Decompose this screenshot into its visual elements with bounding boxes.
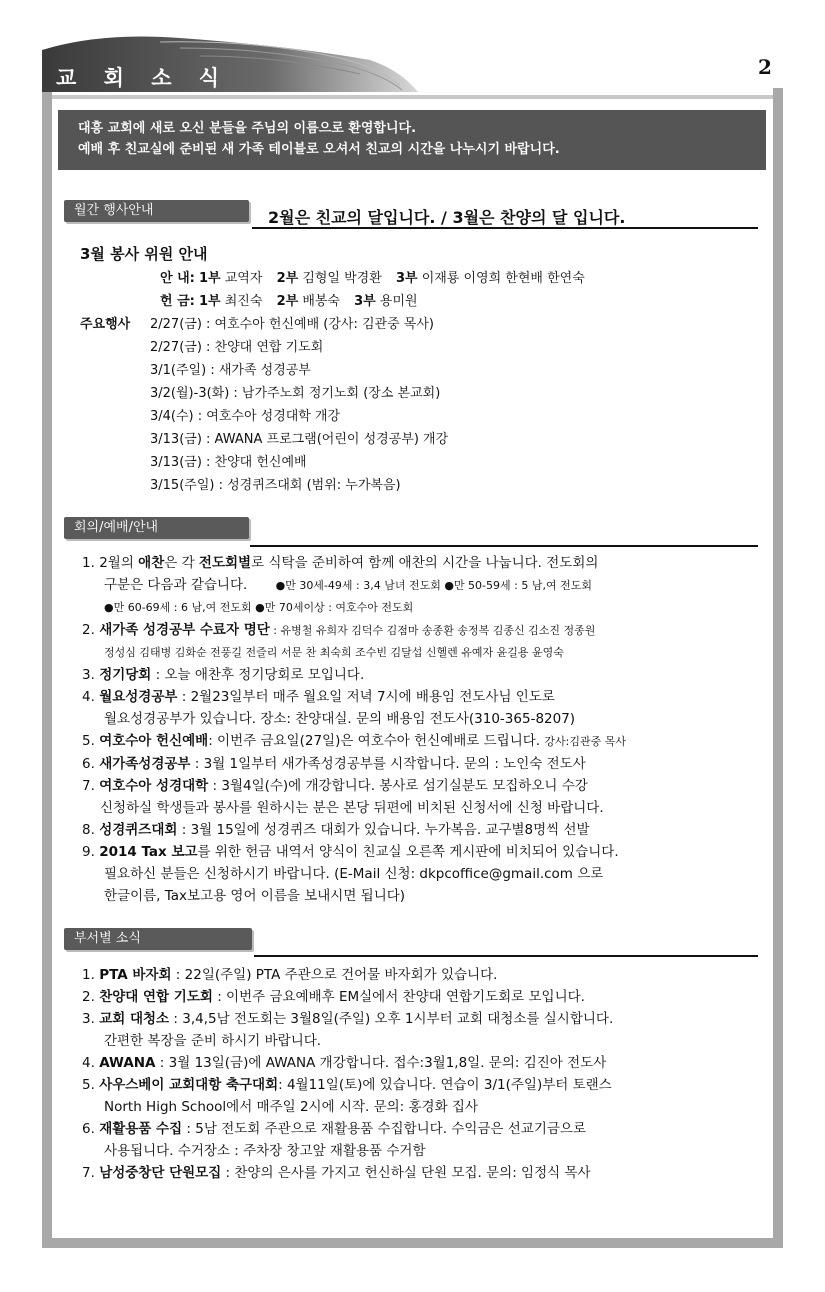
offering-part-1: 1부 — [198, 294, 221, 309]
section-rule-dept — [254, 955, 758, 957]
item-number: 6. — [82, 1121, 95, 1137]
usher-part-3: 3부 — [395, 271, 418, 286]
item-text: : 이번주 금요예배후 EM실에서 찬양대 연합기도회로 모입니다. — [212, 989, 585, 1005]
meeting-list — [82, 552, 626, 907]
item-keyword: 여호수아 헌신예배 — [99, 733, 209, 749]
item-text: : 이번주 금요일(27일)은 여호수아 헌신예배로 드립니다. — [208, 733, 545, 749]
item-number: 3. — [82, 1011, 95, 1027]
list-item — [82, 775, 626, 797]
list-item — [82, 964, 613, 986]
list-item-continued: 간편한 복장을 준비 하시기 바랍니다. — [104, 1033, 322, 1049]
item-number: 9. — [82, 844, 95, 860]
list-item — [82, 1118, 613, 1140]
event-item: 2/27(금) : 여호수아 헌신예배 (강사: 김관중 목사) — [150, 317, 434, 332]
usher-row — [160, 267, 585, 290]
item-keyword: PTA 바자회 — [99, 967, 172, 983]
offering-row — [160, 290, 418, 313]
item-keyword: 전도회별 — [198, 555, 252, 571]
service-committee — [80, 243, 208, 266]
usher-names-2: 김형일 박경환 — [302, 271, 382, 286]
page-frame-left — [42, 88, 52, 1248]
list-item — [82, 619, 626, 642]
item-keyword: 사우스베이 교회대항 축구대회 — [99, 1077, 279, 1093]
list-item-continued: ●만 60-69세 : 6 남,여 전도회 ●만 70세이상 : 여호수아 전도회 — [104, 601, 414, 614]
event-item: 3/4(수) : 여호수아 성경대학 개강 — [150, 409, 341, 424]
item-number: 3. — [82, 667, 95, 683]
list-item-continued: 월요성경공부가 있습니다. 장소: 찬양대실. 문의 배용임 전도사(310-365-8207) — [104, 711, 576, 727]
list-item — [82, 841, 626, 863]
item-keyword: AWANA — [99, 1055, 156, 1071]
usher-names-3: 이재룡 이영희 한현배 한연숙 — [421, 271, 585, 286]
item-keyword: 교회 대청소 — [99, 1011, 170, 1027]
item-keyword: 남성중창단 단원모집 — [99, 1165, 222, 1181]
item-text: ●만 30세-49세 : 3,4 남녀 전도회 ●만 50-59세 : 5 남,여 전도회 — [275, 579, 592, 592]
list-item — [82, 1052, 613, 1074]
list-item — [82, 1008, 613, 1030]
item-keyword: 2014 Tax 보고 — [99, 844, 198, 860]
offering-part-3: 3부 — [354, 294, 376, 309]
item-number: 2. — [82, 622, 95, 638]
list-item — [82, 1074, 613, 1096]
item-number: 6. — [82, 756, 95, 772]
event-item: 3/1(주일) : 새가족 성경공부 — [150, 363, 311, 378]
service-title: 3월 봉사 위원 안내 — [80, 245, 208, 263]
list-item — [82, 686, 626, 708]
item-text: : 3월 15일에 성경퀴즈 대회가 있습니다. 누가복음. 교구별8명씩 선발 — [177, 822, 590, 838]
item-number: 4. — [82, 1055, 95, 1071]
offering-part-2: 2부 — [276, 294, 299, 309]
item-text: : 3월4일(수)에 개강합니다. 봉사로 섬기실분도 모집하오니 수강 — [208, 778, 588, 794]
item-text: : 유병철 유희자 김덕수 김점마 송종환 송정복 김종신 김소진 정종원 — [269, 624, 596, 637]
page-frame-top — [52, 95, 773, 99]
page-frame-bottom — [42, 1238, 783, 1248]
item-text: : 오늘 애찬후 정기당회로 모입니다. — [151, 667, 365, 683]
item-keyword: 성경퀴즈대회 — [99, 822, 178, 838]
item-text: : 3,4,5남 전도회는 3월8일(주일) 오후 1시부터 교회 대청소를 실시합니다. — [169, 1011, 614, 1027]
event-item: 2/27(금) : 찬양대 연합 기도회 — [150, 340, 324, 355]
item-number: 1. — [82, 555, 95, 571]
item-number: 1. — [82, 967, 95, 983]
offering-names-1: 최진숙 — [224, 294, 263, 309]
item-text: 강사:김관중 목사 — [544, 735, 626, 748]
list-item-continued: 신청하실 학생들과 봉사를 원하시는 분은 본당 뒤편에 비치된 신청서에 신청 바랍니다. — [100, 800, 604, 816]
welcome-line-2: 예배 후 친교실에 준비된 새 가족 테이블로 오셔서 친교의 시간을 나누시기 바랍니다. — [78, 142, 560, 157]
list-item-continued: 한글이름, Tax보고용 영어 이름을 보내시면 됩니다) — [104, 888, 406, 904]
item-keyword: 재활용품 수집 — [99, 1121, 183, 1137]
event-item: 3/13(금) : AWANA 프로그램(어린이 성경공부) 개강 — [150, 432, 449, 447]
list-item-continued: North High School에서 매주일 2시에 시작. 문의: 홍경화 집사 — [104, 1099, 479, 1115]
offering-label: 헌 금: — [160, 294, 195, 309]
item-text: : 4월11일(토)에 있습니다. 연습이 3/1(주일)부터 토랜스 — [278, 1077, 612, 1093]
page-frame-right — [773, 88, 783, 1248]
newsletter-title: 교 회 소 식 — [56, 66, 230, 90]
item-number: 5. — [82, 1077, 95, 1093]
list-item-continued: 필요하신 분들은 신청하시기 바랍니다. (E-Mail 신청: dkpcoffice@gmail.com 으로 — [104, 866, 604, 882]
list-item — [82, 730, 626, 753]
dept-list — [82, 964, 613, 1184]
usher-part-1: 1부 — [198, 271, 221, 286]
event-item: 3/2(월)-3(화) : 남가주노회 정기노회 (장소 본교회) — [150, 386, 441, 401]
item-keyword: 새가족 성경공부 수료자 명단 — [99, 622, 270, 638]
section-tab-monthly: 월간 행사안내 — [64, 200, 249, 222]
welcome-box — [58, 110, 766, 170]
list-item — [82, 1162, 613, 1184]
item-keyword: 정기당회 — [99, 667, 152, 683]
page-number: 2 — [758, 55, 772, 79]
list-item-continued — [82, 574, 626, 597]
list-item-continued: 사용됩니다. 수거장소 : 주차장 창고앞 재활용품 수거함 — [104, 1143, 426, 1159]
section-tab-dept: 부서별 소식 — [64, 928, 252, 950]
item-text: : 22일(주일) PTA 주관으로 건어물 바자회가 있습니다. — [171, 967, 498, 983]
offering-names-2: 배봉숙 — [302, 294, 340, 309]
events-list — [150, 313, 448, 497]
section-rule-meeting — [250, 545, 758, 547]
events-label: 주요행사 — [80, 317, 131, 332]
item-keyword: 여호수아 성경대학 — [99, 778, 209, 794]
usher-part-2: 2부 — [276, 271, 299, 286]
item-text: : 3월 13일(금)에 AWANA 개강합니다. 접수:3월1,8일. 문의: 김진아 전도사 — [155, 1055, 607, 1071]
item-keyword: 새가족성경공부 — [99, 756, 191, 772]
monthly-headline: 2월은 친교의 달입니다. / 3월은 찬양의 달 입니다. — [268, 208, 626, 227]
item-text: 로 식탁을 준비하여 함께 애찬의 시간을 나눕니다. 전도회의 — [251, 555, 599, 571]
list-item — [82, 819, 626, 841]
item-number: 5. — [82, 733, 95, 749]
list-item — [82, 986, 613, 1008]
item-text: 은 각 — [164, 555, 199, 571]
item-text: : 찬양의 은사를 가지고 헌신하실 단원 모집. 문의: 임정식 목사 — [221, 1165, 591, 1181]
item-text: : 3월 1일부터 새가족성경공부를 시작합니다. 문의 : 노인숙 전도사 — [190, 756, 586, 772]
welcome-line-1: 대흥 교회에 새로 오신 분들을 주님의 이름으로 환영합니다. — [78, 121, 417, 136]
item-keyword: 월요성경공부 — [99, 689, 178, 705]
event-item: 3/13(금) : 찬양대 헌신예배 — [150, 455, 307, 470]
list-item — [82, 552, 626, 574]
item-text: 2월의 — [99, 555, 139, 571]
event-item: 3/15(주일) : 성경퀴즈대회 (범위: 누가복음) — [150, 478, 401, 493]
usher-names-1: 교역자 — [224, 271, 263, 286]
section-tab-meeting: 회의/예배/안내 — [64, 517, 249, 539]
item-text: 를 위한 헌금 내역서 양식이 친교실 오른쪽 게시판에 비치되어 있습니다. — [197, 844, 619, 860]
usher-label: 안 내: — [160, 271, 195, 286]
item-number: 2. — [82, 989, 95, 1005]
item-number: 4. — [82, 689, 95, 705]
offering-names-3: 용미원 — [379, 294, 418, 309]
item-keyword: 찬양대 연합 기도회 — [99, 989, 213, 1005]
item-text: : 5남 전도회 주관으로 재활용품 수집합니다. 수익금은 선교기금으로 — [182, 1121, 587, 1137]
item-number: 7. — [82, 778, 95, 794]
item-number: 7. — [82, 1165, 95, 1181]
list-item-continued: 정성심 김태병 김화순 전풍길 전즐리 서문 찬 최숙희 조수빈 김달섭 신헬렌 유예자 윤길용 윤영숙 — [104, 646, 564, 659]
item-text: 구분은 다음과 같습니다. — [104, 577, 248, 593]
item-keyword: 애찬 — [138, 555, 165, 571]
list-item — [82, 753, 626, 775]
item-number: 8. — [82, 822, 95, 838]
item-text: : 2월23일부터 매주 월요일 저녁 7시에 배용임 전도사님 인도로 — [177, 689, 555, 705]
list-item — [82, 664, 626, 686]
